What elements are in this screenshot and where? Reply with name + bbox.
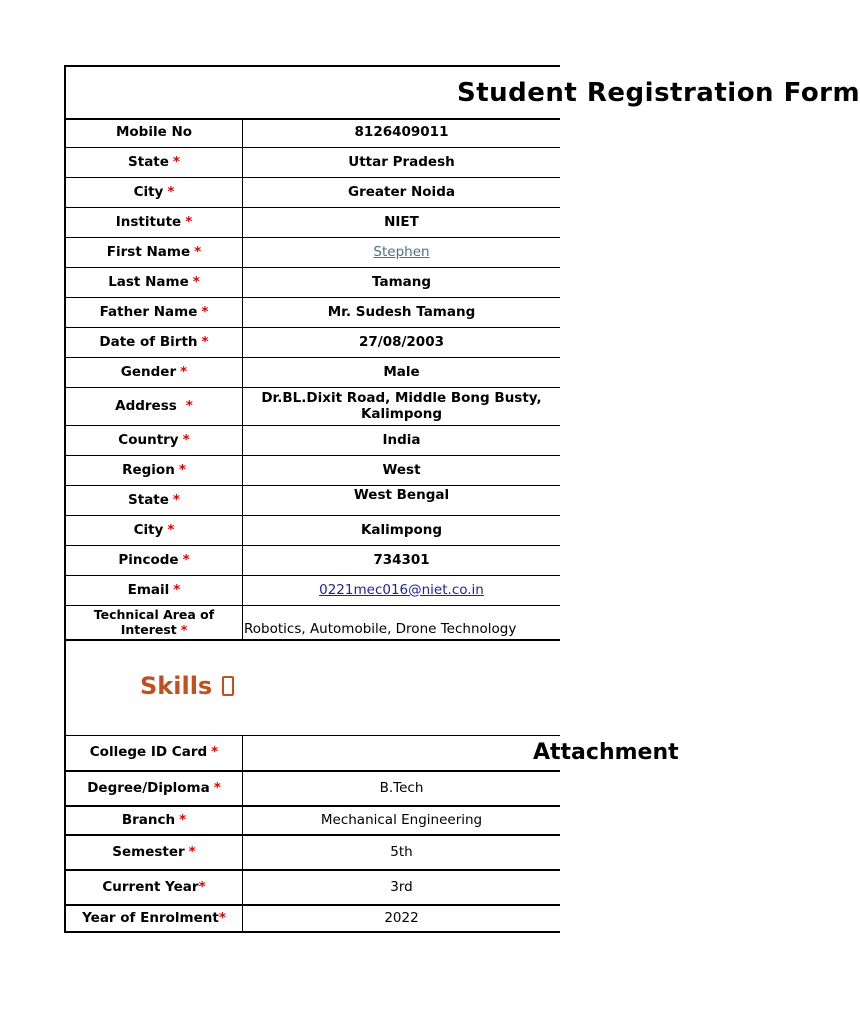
field-value-college-id[interactable] xyxy=(243,736,679,770)
field-label-degree: Degree/Diploma * xyxy=(66,772,243,805)
required-mark: * xyxy=(172,153,180,170)
field-label-city-2: City * xyxy=(66,516,243,545)
field-label-country: Country * xyxy=(66,426,243,455)
required-mark: * xyxy=(180,621,188,637)
field-label-last-name: Last Name * xyxy=(66,268,243,297)
field-value-last-name[interactable]: Tamang xyxy=(371,273,432,290)
field-row-institute xyxy=(66,208,560,238)
field-row-email xyxy=(66,576,560,606)
field-value-semester[interactable]: 5th xyxy=(390,843,413,860)
required-mark: * xyxy=(201,333,209,350)
required-mark: * xyxy=(192,273,200,290)
field-label-pincode: Pincode * xyxy=(66,546,243,575)
required-mark: * xyxy=(188,843,196,860)
field-row-state-2 xyxy=(66,486,560,516)
skills-section xyxy=(66,641,560,736)
field-value-first-name[interactable] xyxy=(243,238,560,267)
required-mark: * xyxy=(182,551,190,568)
field-value-country[interactable]: India xyxy=(382,431,421,448)
field-row-state xyxy=(66,148,560,178)
field-value-region[interactable]: West xyxy=(382,461,421,478)
field-label-first-name: First Name * xyxy=(66,238,243,267)
field-label-state-2: State * xyxy=(66,486,243,515)
field-label-dob: Date of Birth * xyxy=(66,328,243,357)
first-name-link[interactable]: Stephen xyxy=(373,243,430,260)
field-value-city-2[interactable]: Kalimpong xyxy=(360,521,443,538)
checkbox-icon xyxy=(222,676,234,696)
field-row-region xyxy=(66,456,560,486)
field-value-mobile[interactable]: 8126409011 xyxy=(354,123,449,140)
form-title: Student Registration Form xyxy=(457,78,860,108)
field-label-enrolment-year: Year of Enrolment * xyxy=(66,906,243,931)
field-row-degree xyxy=(66,772,560,807)
field-value-technical-interest[interactable]: Robotics, Automobile, Drone Technology xyxy=(244,621,517,638)
field-value-dob[interactable]: 27/08/2003 xyxy=(358,333,444,350)
skills-heading: Skills xyxy=(140,672,234,700)
field-label-semester: Semester * xyxy=(66,836,243,869)
field-label-technical-interest: Technical Area of Interest * xyxy=(66,606,243,639)
field-value-pincode[interactable]: 734301 xyxy=(373,551,430,568)
field-value-branch[interactable]: Mechanical Engineering xyxy=(320,811,483,828)
required-mark: * xyxy=(194,243,202,260)
field-value-institute[interactable]: NIET xyxy=(384,213,419,230)
field-row-city xyxy=(66,178,560,208)
field-row-father-name xyxy=(66,298,560,328)
field-row-gender xyxy=(66,358,560,388)
field-value-father-name[interactable]: Mr. Sudesh Tamang xyxy=(327,303,476,320)
field-value-current-year[interactable]: 3rd xyxy=(390,878,413,895)
required-mark: * xyxy=(185,213,193,230)
field-row-college-id xyxy=(66,736,679,772)
field-label-mobile: Mobile No xyxy=(66,118,243,147)
attachment-heading: Attachment xyxy=(533,740,679,765)
required-mark: * xyxy=(218,909,226,926)
field-row-country xyxy=(66,426,560,456)
required-mark: * xyxy=(179,811,187,828)
required-mark: * xyxy=(173,581,181,598)
field-value-degree[interactable]: B.Tech xyxy=(379,779,424,796)
field-label-current-year: Current Year * xyxy=(66,871,243,904)
field-label-address: Address * xyxy=(66,388,243,425)
field-row-mobile xyxy=(66,118,560,148)
required-mark: * xyxy=(211,744,219,761)
field-row-address xyxy=(66,388,560,426)
required-mark: * xyxy=(198,878,206,895)
field-row-dob xyxy=(66,328,560,358)
required-mark: * xyxy=(185,397,193,414)
field-label-college-id: College ID Card * xyxy=(66,736,243,770)
field-label-father-name: Father Name * xyxy=(66,298,243,327)
field-row-first-name xyxy=(66,238,560,268)
field-row-last-name xyxy=(66,268,560,298)
field-value-email[interactable] xyxy=(243,576,560,605)
field-value-city[interactable]: Greater Noida xyxy=(348,183,455,200)
field-row-branch xyxy=(66,807,560,836)
required-mark: * xyxy=(182,431,190,448)
field-label-city: City * xyxy=(66,178,243,207)
required-mark: * xyxy=(180,363,188,380)
field-value-state-2[interactable]: West Bengal xyxy=(353,487,450,503)
field-value-enrolment-year[interactable]: 2022 xyxy=(384,909,419,926)
field-row-semester xyxy=(66,836,560,871)
field-value-address[interactable]: Dr.BL.Dixit Road, Middle Bong Busty, Kalimpong xyxy=(261,389,542,422)
field-row-enrolment-year xyxy=(66,906,560,933)
field-row-city-2 xyxy=(66,516,560,546)
field-label-email: Email * xyxy=(66,576,243,605)
email-link[interactable]: 0221mec016@niet.co.in xyxy=(319,581,484,598)
field-label-branch: Branch * xyxy=(66,807,243,834)
registration-form-sheet xyxy=(64,65,860,933)
field-row-current-year xyxy=(66,871,560,906)
field-row-pincode xyxy=(66,546,560,576)
required-mark: * xyxy=(213,779,221,796)
field-row-technical-interest xyxy=(66,606,560,641)
field-value-gender[interactable]: Male xyxy=(383,363,420,380)
field-value-state[interactable]: Uttar Pradesh xyxy=(348,153,455,170)
required-mark: * xyxy=(172,491,180,508)
field-label-institute: Institute * xyxy=(66,208,243,237)
field-label-gender: Gender * xyxy=(66,358,243,387)
field-label-region: Region * xyxy=(66,456,243,485)
required-mark: * xyxy=(178,461,186,478)
required-mark: * xyxy=(167,183,175,200)
required-mark: * xyxy=(201,303,209,320)
field-label-state: State * xyxy=(66,148,243,177)
required-mark: * xyxy=(167,521,175,538)
form-title-row xyxy=(66,67,860,120)
